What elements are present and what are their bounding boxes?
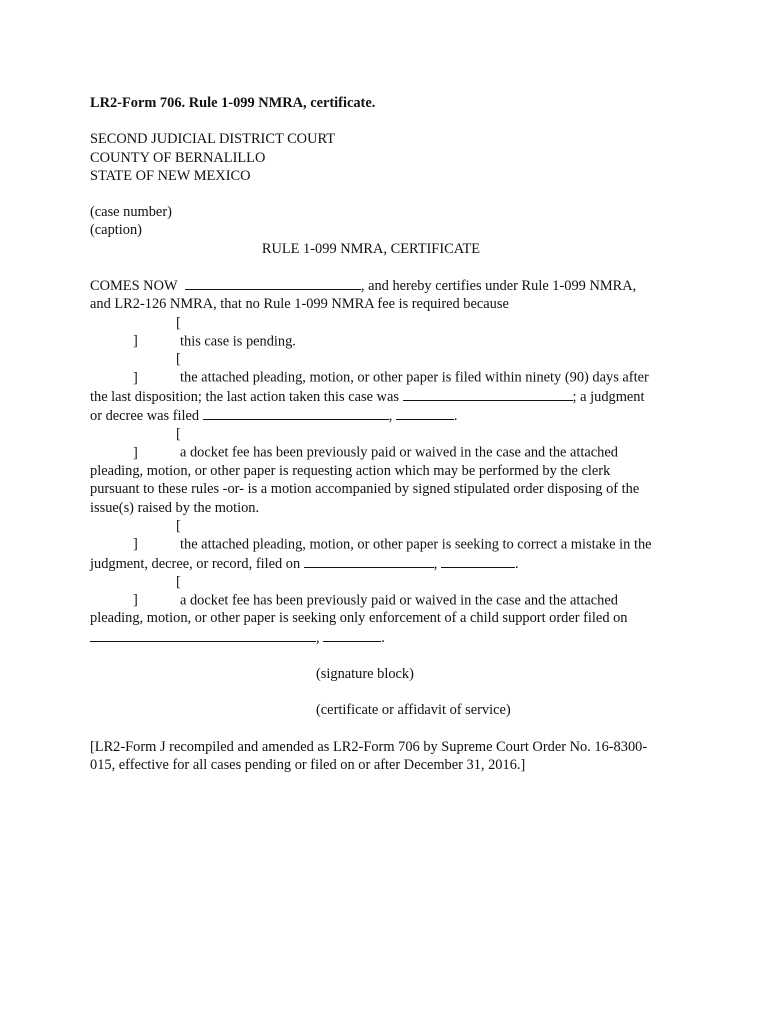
checkbox-correct-mistake[interactable]: [ ]	[133, 517, 181, 553]
option-child-support	[90, 573, 690, 610]
option-clerk-action-text: a docket fee has been previously paid or waived in the case and the attached	[180, 444, 618, 461]
case-number: (case number)	[90, 204, 172, 221]
court-county: COUNTY OF BERNALILLO	[90, 149, 266, 166]
last-action-blank[interactable]	[403, 387, 573, 401]
mistake-date-blank[interactable]	[304, 554, 434, 568]
history-line-2: 015, effective for all cases pending or filed on or after December 31, 2016.]	[90, 756, 526, 773]
option-correct-mistake-line-2	[90, 554, 690, 573]
option-pending-text: this case is pending.	[180, 332, 296, 349]
support-order-year-blank[interactable]	[323, 628, 381, 642]
case-caption: (caption)	[90, 222, 142, 239]
option-clerk-action	[90, 425, 690, 462]
comes-now-text: COMES NOW	[90, 278, 178, 295]
court-block	[90, 130, 690, 185]
mistake-year-blank[interactable]	[441, 554, 515, 568]
option-correct-mistake	[90, 517, 690, 554]
option-clerk-action-line-4: issue(s) raised by the motion.	[90, 499, 260, 516]
certificate-heading: RULE 1-099 NMRA, CERTIFICATE	[261, 240, 481, 257]
checkbox-pending[interactable]: [ ]	[133, 314, 181, 349]
signature-block: (signature block)	[316, 666, 414, 683]
option-child-support-text: a docket fee has been previously paid or waived in the case and the attached	[180, 592, 618, 609]
comma-1: ,	[388, 408, 393, 425]
support-order-date-blank[interactable]	[90, 628, 316, 642]
period-1: .	[453, 408, 458, 425]
document	[90, 94, 690, 774]
decree-filed-label: or decree was filed	[90, 408, 200, 425]
form-title: LR2-Form 706. Rule 1-099 NMRA, certificate.	[90, 95, 376, 111]
body-line-1	[90, 276, 690, 295]
checkbox-clerk-action[interactable]: [ ]	[133, 426, 181, 461]
service-certificate: (certificate or affidavit of service)	[316, 702, 511, 719]
period-2: .	[515, 555, 519, 572]
checkbox-child-support[interactable]: [ ]	[133, 573, 181, 609]
option-clerk-action-line-2: pleading, motion, or other paper is requesting action which may be performed by the clerk	[90, 463, 611, 480]
period-3: .	[381, 629, 385, 646]
decree-date-blank[interactable]	[203, 406, 389, 420]
last-action-label: the last disposition; the last action taken this case was	[90, 388, 399, 405]
certifies-text: , and hereby certifies under Rule 1-099 NMRA,	[360, 278, 637, 295]
option-pending	[90, 314, 690, 351]
court-name: SECOND JUDICIAL DISTRICT COURT	[90, 131, 335, 148]
filed-on-label: judgment, decree, or record, filed on	[90, 555, 301, 572]
checkbox-ninety-days[interactable]: [ ]	[133, 351, 181, 386]
comma-2: ,	[433, 555, 438, 572]
option-ninety-days	[90, 350, 690, 387]
certificate-body	[90, 276, 690, 647]
court-state: STATE OF NEW MEXICO	[90, 167, 251, 184]
party-name-blank[interactable]	[185, 276, 361, 290]
option-ninety-days-text: the attached pleading, motion, or other paper is filed within ninety (90) days after	[180, 369, 649, 386]
comma-3: ,	[316, 629, 320, 646]
option-correct-mistake-text: the attached pleading, motion, or other paper is seeking to correct a mistake in the	[180, 536, 652, 553]
judgment-text: ; a judgment	[572, 388, 645, 405]
option-child-support-line-2: pleading, motion, or other paper is seeking only enforcement of a child support order filed on	[90, 610, 628, 627]
history-line-1: [LR2-Form J recompiled and amended as LR2-Form 706 by Supreme Court Order No. 16-8300-	[90, 738, 648, 755]
body-line-2: and LR2-126 NMRA, that no Rule 1-099 NMRA fee is required because	[90, 296, 509, 313]
case-block	[90, 203, 690, 258]
option-clerk-action-line-3: pursuant to these rules -or- is a motion accompanied by signed stipulated order disposing of the	[90, 481, 640, 498]
decree-year-blank[interactable]	[396, 406, 454, 420]
option-ninety-days-line-2	[90, 387, 690, 406]
option-child-support-line-3	[90, 628, 690, 647]
history-note	[90, 738, 690, 775]
option-ninety-days-line-3	[90, 406, 690, 425]
